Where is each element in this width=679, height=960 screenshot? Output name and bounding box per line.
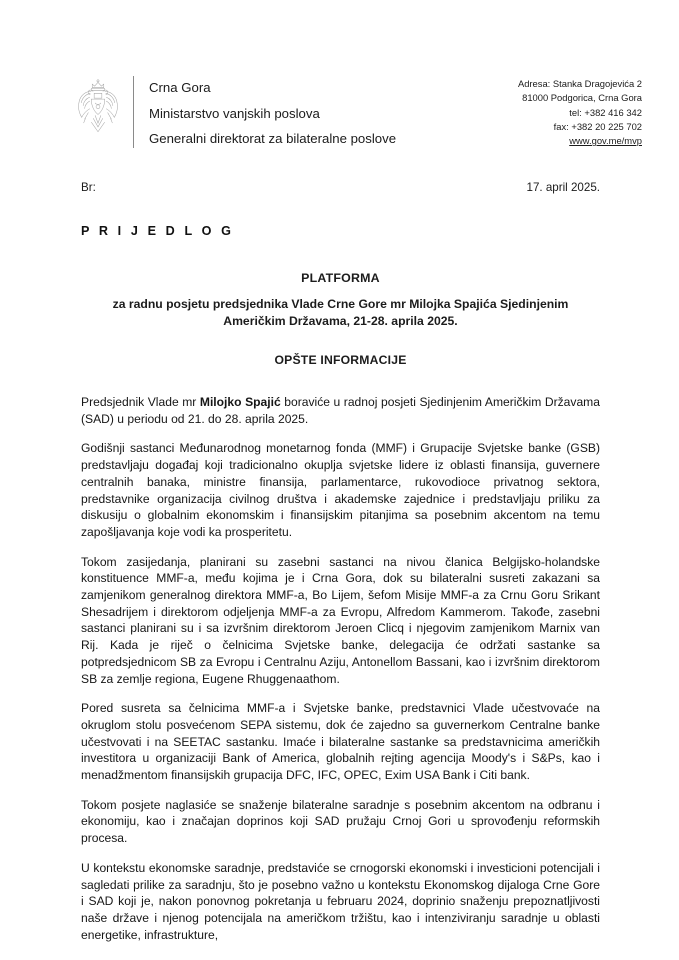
org-country: Crna Gora xyxy=(149,80,211,95)
address-fax: fax: +382 20 225 702 xyxy=(553,120,642,132)
address-website-link[interactable]: www.gov.me/mvp xyxy=(569,135,642,147)
reference-row xyxy=(81,180,600,195)
paragraph-bilateral-meetings: Tokom zasijedanja, planirani su zasebni sastanci na nivou članica Belgijsko-holandske konstituence MMF-a, među kojima je i Crna Gora, dok su bilateralni susreti zakazani sa zamjenikom generalnog direktora MMF-a, Bo Lijem, šefom Misije MMF-a za Crnu Goru Srikant Shesadrijem i direktorom odjeljenja MMF-a za Evropu, Alfredom Kammerom. Takođe, zasebni sastanci planirani su i sa izvršnim direktorom Jeroen Clicq i njegovim zamjenikom Marnix van Rij. Kada je riječ o čelnicima Svjetske banke, delegacija će održati sastanke sa potpredsjednicom SB za Evropu i Centralnu Aziju, Antonellom Bassani, kao i izvršnim direktorom SB za zemlje regiona, Eugene Rhuggenaathom. xyxy=(81,554,600,686)
document-body xyxy=(81,394,600,943)
paragraph-sepa-seetac: Pored susreta sa čelnicima MMF-a i Svjetske banke, predstavnici Vlade učestvovaće na okruglom stolu posvećenom SEPA sistemu, dok će zajedno sa guvernerkom Centralne banke učestvovati i na SEETAC sastanku. Imaće i bilateralne sastanke sa predstavnicima američkih investitora u organizaciji Bank of America, globalnih rejting agencija Moody's i S&Ps, kao i menadžmentom finansijskih grupacija DFC, IFC, OPEC, Exim USA Bank i Citi bank. xyxy=(81,701,600,783)
subtitle-line-1: za radnu posjetu predsjednika Vlade Crne Gore mr Milojka Spajića Sjedinjenim xyxy=(112,297,569,311)
page-title: PLATFORMA xyxy=(301,271,380,285)
subtitle-line-2: Američkim Državama, 21-28. aprila 2025. xyxy=(223,313,458,328)
reference-number-label: Br: xyxy=(81,181,96,194)
paragraph-imf-wbg: Godišnji sastanci Međunarodnog monetarnog fonda (MMF) i Grupacije Svjetske banke (GSB) predstavljaju događaj koji tradicionalno okuplja svjetske lidere iz oblasti finansija, guvernere centralnih banaka, ministre finansija, parlamentarce, rukovodioce privatnog sektora, predstavnike organizacija civilnog društva i akademske zajednice i predstavljaju priliku za diskusiju o globalnim ekonomskim i finansijskim pitanjima sa posebnim akcentom na temu zapošljavanja koje vodi ka prosperitetu. xyxy=(81,441,600,539)
address-street: Adresa: Stanka Dragojevića 2 xyxy=(517,78,642,89)
paragraph-defence-economy: Tokom posjete naglasiće se snaženje bilateralne saradnje s posebnim akcentom na odbranu i ekonomiju, kao i značajan doprinos koji SAD pružaju Crnoj Gori u sprovođenju reformskih procesa. xyxy=(81,797,600,846)
document-date: 17. april 2025. xyxy=(526,181,600,194)
letterhead xyxy=(0,74,679,152)
document-kind-label: P R I J E D L O G xyxy=(81,224,235,238)
address-block xyxy=(518,74,642,148)
pm-name: Milojko Spajić xyxy=(199,395,281,409)
address-city: 81000 Podgorica, Crna Gora xyxy=(522,92,642,104)
crest-container xyxy=(72,74,124,150)
organization-block xyxy=(134,74,518,152)
title-block xyxy=(81,270,600,329)
intro-pre-text: Predsjednik Vlade mr xyxy=(81,395,200,409)
document-subtitle xyxy=(81,296,600,329)
montenegro-coat-of-arms-icon xyxy=(74,76,122,150)
paragraph-intro xyxy=(81,394,600,427)
org-directorate: Generalni direktorat za bilateralne poslove xyxy=(149,131,397,146)
address-telephone: tel: +382 416 342 xyxy=(569,106,642,118)
paragraph-economic-dialogue: U kontekstu ekonomske saradnje, predstaviće se crnogorski ekonomski i investicioni potencijali i sagledati prilike za saradnju, što je posebno važno u kontekstu Ekonomskog dijaloga Crne Gore i SAD koji je, nakon ponovnog pokretanja u februaru 2024, doprinio snaženju prepoznatljivosti naše države i njenog potencijala na američkom tržištu, kao i intenziviranju saradnje u oblasti energetike, infrastrukture, xyxy=(81,860,600,942)
intro-post-text: boraviće u radnoj posjeti Sjedinjenim Američkim Državama (SAD) u periodu od 21. do 28. aprila 2025. xyxy=(81,395,600,426)
section-heading: OPŠTE INFORMACIJE xyxy=(274,353,407,367)
org-ministry: Ministarstvo vanjskih poslova xyxy=(149,105,320,121)
